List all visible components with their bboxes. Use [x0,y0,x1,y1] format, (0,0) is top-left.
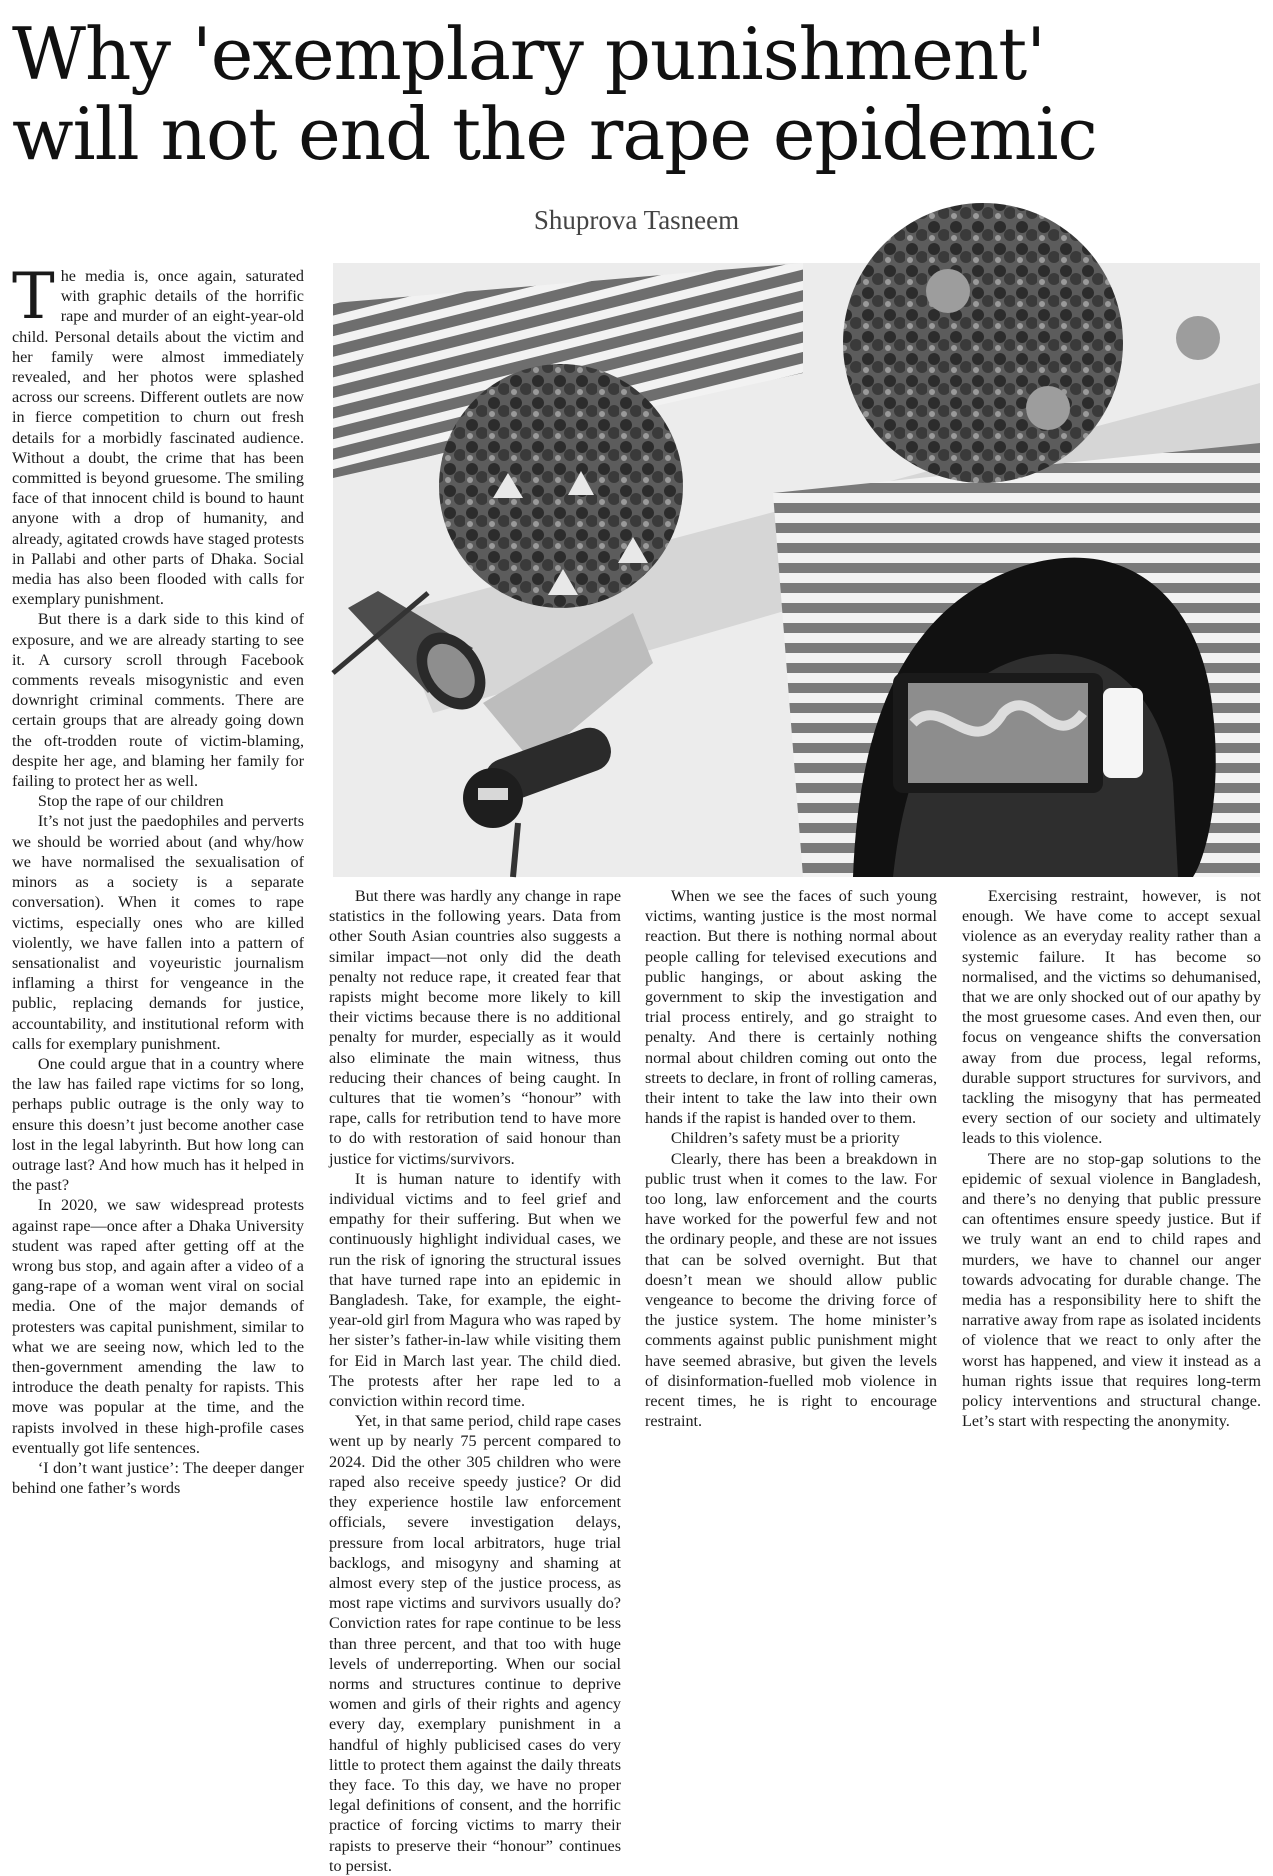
paragraph-12: Exercising restraint, however, is not enough. We have come to accept sexual violence as an everyday reality rather than a systemic failure. It has become so normalised, and the victims so dehumanised, that we are only shocked out of our apathy by the most gruesome cases. And even then, our focus on vengeance shifts the conversation away from due process, legal reforms, durable support structures for survivors, and tackling the misogyny that has permeated every section of our society and ultimately leads to this violence. [962,887,1261,1148]
paragraph-1 [12,260,304,609]
headline-line-1: Why 'exemplary punishment' [12,12,1046,96]
article-column-2 [329,886,621,1875]
byline: Shuprova Tasneem [533,205,740,235]
article-column-4 [962,886,1261,1732]
headline [12,14,1262,174]
paragraph-1-text: he media is, once again, saturated with graphic details of the horrific rape and murder of an eight-year-old child. Personal details about the victim and her family were almost immediately revealed, and her photos were splashed across our screens. Different outlets are now in fierce competition to churn out fresh details for a morbidly fascinated audience. Without a doubt, the crime that has been committed is beyond gruesome. The smiling face of that innocent child is bound to haunt anyone with a drop of humanity, and already, agitated crowds have staged protests in Pallabi and other parts of Dhaka. Social media has also been flooded with calls for exemplary punishment. [12,267,304,609]
paragraph-13: There are no stop-gap solutions to the epidemic of sexual violence in Bangladesh, and there’s no denying that public pressure can oftentimes ensure speedy justice. But if we truly want an end to child rapes and murders, we have to channel our anger towards advocating for durable change. The media has a responsibility here to shift the narrative away from rape as isolated incidents of violence that we react to only after the worst has happened, and view it instead as a human rights issue that requires long-term policy interventions and structural change. Let’s start with respecting the anonymity. [962,1149,1261,1431]
paragraph-6: ‘I don’t want justice’: The deeper danger behind one father’s words [12,1458,304,1498]
dot-decoration [926,269,970,313]
headline-line-2: will not end the rape epidemic [12,92,1097,176]
paragraph-9: Yet, in that same period, child rape cases went up by nearly 75 percent compared to 2024. Did the other 305 children who were raped also receive speedy justice? Or did they experience hostile law enforcement officials, severe investigation delays, pressure from local arbitrators, huge trial backlogs, and misogyny and shaming at almost every step of the justice process, as most rape victims and survivors usually do? Conviction rates for rape continue to be less than three percent, and that too with huge levels of underreporting. When our social norms and structures continue to deprive women and girls of their rights and agency every day, exemplary punishment in a handful of highly publicised cases do very little to protect them against the daily threats they face. To this day, we have no proper legal definitions of consent, and the horrific practice of forcing victims to marry their rapists to preserve their “honour” continues to persist. [329,1412,621,1875]
dot-decoration [1026,386,1070,430]
vr-headset-icon [893,673,1143,793]
subheading-stop-the-rape: Stop the rape of our children [37,792,224,811]
paragraph-10: When we see the faces of such young victims, wanting justice is the most normal reaction. But there is nothing normal about people calling for televised executions and public hangings, or about asking the government to skip the investigation and trial process entirely, and go straight to penalty. And there is certainly nothing normal about children coming out onto the streets to declare, in front of rolling cameras, their intent to take the law into their own hands if the rapist is handed over to them. [645,887,937,1128]
crowd-circle-right [843,203,1123,483]
subheading-childrens-safety: Children’s safety must be a priority [670,1129,900,1148]
crowd-circle-center [439,364,683,608]
article-illustration [333,263,1260,877]
paragraph-8: It is human nature to identify with individual victims and to feel grief and empathy for their suffering. But when we continuously highlight individual cases, we run the risk of ignoring the structural issues that have turned rape into an epidemic in Bangladesh. Take, for example, the eight-year-old girl from Magura who was raped by her sister’s father-in-law while visiting them for Eid in March last year. The child died. The protests after her rape led to a conviction within record time. [329,1169,621,1411]
drop-cap: T [12,260,55,334]
dot-decoration [1176,316,1220,360]
article-column-1 [12,260,304,1732]
paragraph-5: In 2020, we saw widespread protests against rape—once after a Dhaka University student was raped after getting off at the wrong bus stop, and again after a video of a gang-rape of a woman went viral on social media. One of the major demands of protesters was capital punishment, similar to what we are seeing now, which led to the then-government amending the law to introduce the death penalty for rapists. This move was popular at the time, and the rapists involved in these high-profile cases eventually got life sentences. [12,1196,304,1457]
paragraph-4: One could argue that in a country where the law has failed rape victims for so long, perhaps public outrage is the only way to ensure this doesn’t just become another case lost in the legal labyrinth. But how long can outrage last? And how much has it helped in the past? [12,1054,304,1195]
paragraph-2: But there is a dark side to this kind of exposure, and we are already starting to see it. A cursory scroll through Facebook comments reveals misogynistic and even downright criminal comments. There are certain groups that are already going down the oft-trodden route of victim-blaming, despite her age, and blaming her family for failing to protect her as well. [12,610,304,791]
paragraph-7: But there was hardly any change in rape statistics in the following years. Data from other South Asian countries also suggests a similar impact—not only did the death penalty not reduce rape, it created fear that rapists might become more likely to kill their victims because there is no additional penalty for murder, especially as it would also eliminate the main witness, thus reducing their chances of being caught. In cultures that tie women’s “honour” with rape, calls for retribution tend to have more to do with restoration of said honour than justice for victims/survivors. [329,887,621,1168]
collage-graphic [333,263,1260,877]
article-column-3 [645,886,937,1732]
paragraph-11: Clearly, there has been a breakdown in public trust when it comes to the law. For too long, law enforcement and the courts have worked for the powerful few and not the ordinary people, and these are not issues that can be solved overnight. But that doesn’t mean we should allow public vengeance to become the driving force of the justice system. The home minister’s comments against public punishment might have seemed abrasive, but given the levels of disinformation-fuelled mob violence in recent times, he is right to encourage restraint. [645,1149,937,1431]
paragraph-3: It’s not just the paedophiles and perverts we should be worried about (and why/how we have normalised the sexualisation of minors as a society is a separate conversation). When it comes to rape victims, especially ones who are killed violently, we have fallen into a pattern of sensationalist and voyeuristic journalism inflaming a thirst for vengeance in the public, replacing demands for justice, accountability, and institutional reform with calls for exemplary punishment. [12,812,304,1053]
